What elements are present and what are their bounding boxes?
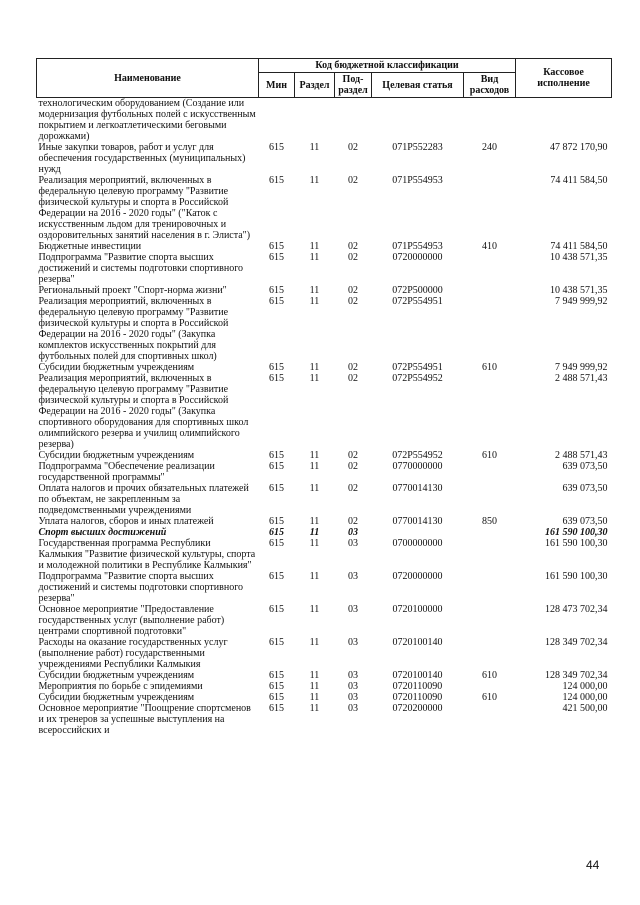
row-vid — [464, 538, 516, 571]
row-name: Спорт высших достижений — [38, 527, 167, 538]
row-cs: 071P554953 — [392, 175, 443, 186]
row-podrazdel: 03 — [348, 604, 358, 615]
row-cs — [372, 527, 464, 538]
row-razdel: 11 — [309, 527, 320, 538]
row-sum: 421 500,00 — [562, 703, 608, 714]
table-row — [37, 461, 612, 483]
row-podrazdel: 02 — [348, 175, 358, 186]
row-razdel: 11 — [309, 516, 320, 527]
row-sum: 2 488 571,43 — [555, 450, 608, 461]
row-razdel: 11 — [309, 142, 320, 153]
row-sum: 10 438 571,35 — [550, 252, 608, 263]
row-min: 615 — [269, 527, 284, 538]
row-sum: 639 073,50 — [562, 516, 608, 527]
table-row — [37, 637, 612, 670]
table-row — [37, 571, 612, 604]
row-name: Субсидии бюджетным учреждениям — [38, 450, 195, 461]
row-sum: 161 590 100,30 — [545, 527, 608, 538]
table-row — [37, 98, 612, 143]
row-vid — [464, 461, 516, 483]
row-name: Основное мероприятие "Поощрение спортсменов и их тренеров за успешные выступления на всероссийских и — [38, 703, 251, 736]
table-header — [37, 59, 612, 98]
row-razdel: 11 — [309, 692, 320, 703]
row-razdel: 11 — [309, 241, 320, 252]
row-cs: 071P552283 — [392, 142, 443, 153]
row-cs: 0770000000 — [392, 461, 443, 472]
row-podrazdel — [335, 98, 372, 143]
header-vid: Вид расходов — [464, 73, 516, 98]
row-min: 615 — [269, 604, 284, 615]
row-cs: 072P554951 — [392, 296, 443, 307]
table-row — [37, 175, 612, 241]
row-sum: 7 949 999,92 — [555, 296, 608, 307]
row-podrazdel: 02 — [348, 241, 358, 252]
row-name: Реализация мероприятий, включенных в федеральную целевую программу "Развитие физической культуры и спорта в Российской Федерации на 2016 - 2020 годы" (Закупка спортивного оборудования для спортивных школ олимпийского резерва и училищ олимпийского резерва) — [38, 373, 249, 450]
row-vid — [464, 637, 516, 670]
row-podrazdel: 02 — [348, 461, 358, 472]
row-cs: 071P554953 — [392, 241, 443, 252]
row-name: Субсидии бюджетным учреждениям — [38, 670, 195, 681]
table-row — [37, 483, 612, 516]
row-sum: 128 349 702,34 — [545, 637, 608, 648]
row-name: Подпрограмма "Развитие спорта высших достижений и системы подготовки спортивного резерва" — [38, 252, 244, 285]
table-row — [37, 538, 612, 571]
row-sum: 639 073,50 — [562, 483, 608, 494]
row-cs: 0720200000 — [392, 703, 443, 714]
row-min: 615 — [269, 692, 284, 703]
row-min: 615 — [269, 142, 284, 153]
row-cs: 0720100140 — [392, 637, 443, 648]
row-min: 615 — [269, 538, 284, 549]
row-sum: 7 949 999,92 — [555, 362, 608, 373]
row-name: Государственная программа Республики Калмыкия "Развитие физической культуры, спорта и молодежной политики в Республике Калмыкия" — [38, 538, 256, 571]
row-podrazdel: 02 — [348, 516, 358, 527]
row-sum — [516, 98, 612, 143]
budget-table — [36, 58, 612, 736]
row-vid — [464, 296, 516, 362]
row-cs: 0720110090 — [392, 692, 443, 703]
row-sum: 2 488 571,43 — [555, 373, 608, 384]
row-podrazdel: 03 — [348, 670, 358, 681]
row-podrazdel: 02 — [348, 362, 358, 373]
row-min: 615 — [269, 285, 284, 296]
row-sum: 124 000,00 — [562, 692, 608, 703]
row-razdel: 11 — [309, 362, 320, 373]
row-min: 615 — [269, 461, 284, 472]
row-cs: 0720000000 — [392, 252, 443, 263]
table-body — [37, 98, 612, 737]
row-cs: 072P554952 — [392, 373, 443, 384]
table-row — [37, 373, 612, 450]
row-sum: 161 590 100,30 — [545, 538, 608, 549]
row-min: 615 — [269, 483, 284, 494]
row-cs: 072P554951 — [392, 362, 443, 373]
row-podrazdel: 03 — [348, 681, 358, 692]
row-min: 615 — [269, 670, 284, 681]
row-min: 615 — [269, 516, 284, 527]
row-min: 615 — [269, 637, 284, 648]
row-sum: 639 073,50 — [562, 461, 608, 472]
row-podrazdel: 02 — [348, 285, 358, 296]
row-cs: 072P554952 — [392, 450, 443, 461]
row-razdel: 11 — [309, 296, 320, 307]
header-name: Наименование — [37, 59, 259, 98]
header-razdel: Раздел — [295, 73, 335, 98]
row-razdel: 11 — [309, 681, 320, 692]
row-vid — [464, 604, 516, 637]
table-row — [37, 681, 612, 692]
row-min: 615 — [269, 681, 284, 692]
row-name: Расходы на оказание государственных услуг (выполнение работ) государственными учреждениями Республики Калмыкия — [38, 637, 228, 670]
table-row — [37, 692, 612, 703]
row-podrazdel: 02 — [348, 483, 358, 494]
header-podrazdel: Под-раздел — [335, 73, 372, 98]
row-vid — [464, 527, 516, 538]
row-razdel: 11 — [309, 252, 320, 263]
row-cs: 0770014130 — [392, 516, 443, 527]
row-min: 615 — [269, 450, 284, 461]
row-cs: 0770014130 — [392, 483, 443, 494]
row-vid: 610 — [482, 670, 498, 681]
table-row — [37, 516, 612, 527]
row-name: Бюджетные инвестиции — [38, 241, 142, 252]
table-row — [37, 285, 612, 296]
row-min: 615 — [269, 571, 284, 582]
row-sum: 124 000,00 — [562, 681, 608, 692]
table-row — [37, 362, 612, 373]
row-cs: 0700000000 — [392, 538, 443, 549]
row-vid — [464, 373, 516, 450]
row-razdel: 11 — [309, 571, 320, 582]
table-row — [37, 670, 612, 681]
row-min: 615 — [269, 703, 284, 714]
row-sum: 74 411 584,50 — [550, 241, 608, 252]
header-cs: Целевая статья — [372, 73, 464, 98]
row-min: 615 — [269, 175, 284, 186]
row-podrazdel: 03 — [348, 538, 358, 549]
row-vid: 240 — [482, 142, 498, 153]
row-min — [259, 98, 295, 143]
row-vid: 410 — [482, 241, 498, 252]
row-podrazdel: 03 — [348, 703, 358, 714]
table-row — [37, 252, 612, 285]
row-cs: 0720100000 — [392, 604, 443, 615]
row-name: Реализация мероприятий, включенных в федеральную целевую программу "Развитие физической культуры и спорта в Российской Федерации на 2016 - 2020 годы" ("Каток с искусственным льдом для тренировочных и оздоровительных занятий населения в г. Элиста") — [38, 175, 251, 241]
row-razdel — [295, 98, 335, 143]
row-podrazdel: 03 — [348, 527, 358, 538]
header-classification-group: Код бюджетной классификации — [259, 59, 516, 73]
row-razdel: 11 — [309, 175, 320, 186]
row-vid: 610 — [482, 362, 498, 373]
row-sum: 128 473 702,34 — [545, 604, 608, 615]
row-min: 615 — [269, 241, 284, 252]
table-row — [37, 450, 612, 461]
table-row — [37, 703, 612, 736]
table-row — [37, 142, 612, 175]
row-razdel: 11 — [309, 670, 320, 681]
row-name: технологическим оборудованием (Создание или модернизация футбольных полей с искусственным покрытием и легкоатлетическими беговыми дорожками) — [38, 98, 256, 142]
table-row — [37, 527, 612, 538]
row-sum: 128 349 702,34 — [545, 670, 608, 681]
row-podrazdel: 03 — [348, 637, 358, 648]
row-podrazdel: 02 — [348, 142, 358, 153]
row-min: 615 — [269, 252, 284, 263]
table-row — [37, 604, 612, 637]
row-razdel: 11 — [309, 538, 320, 549]
row-podrazdel: 03 — [348, 692, 358, 703]
row-razdel: 11 — [309, 637, 320, 648]
table-row — [37, 296, 612, 362]
row-razdel: 11 — [309, 604, 320, 615]
row-podrazdel: 03 — [348, 571, 358, 582]
row-podrazdel: 02 — [348, 252, 358, 263]
row-name: Субсидии бюджетным учреждениям — [38, 692, 195, 703]
row-vid — [464, 571, 516, 604]
row-name: Региональный проект "Спорт-норма жизни" — [38, 285, 227, 296]
row-vid: 850 — [482, 516, 498, 527]
row-name: Субсидии бюджетным учреждениям — [38, 362, 195, 373]
row-name: Оплата налогов и прочих обязательных платежей по объектам, не закрепленным за подведомственными учреждениями — [38, 483, 249, 516]
row-vid — [464, 285, 516, 296]
header-min: Мин — [259, 73, 295, 98]
budget-sheet — [36, 58, 611, 736]
row-razdel: 11 — [309, 450, 320, 461]
row-name: Реализация мероприятий, включенных в федеральную целевую программу "Развитие физической культуры и спорта в Российской Федерации на 2016 - 2020 годы" (Закупка комплектов искусственных покрытий для футбольных полей для спортивных школ) — [38, 296, 229, 362]
row-sum: 161 590 100,30 — [545, 571, 608, 582]
row-podrazdel: 02 — [348, 296, 358, 307]
row-razdel: 11 — [309, 483, 320, 494]
row-razdel: 11 — [309, 373, 320, 384]
header-sum: Кассовое исполнение — [516, 59, 612, 98]
row-vid — [464, 175, 516, 241]
row-cs: 0720100140 — [392, 670, 443, 681]
row-vid — [464, 681, 516, 692]
row-name: Мероприятия по борьбе с эпидемиями — [38, 681, 203, 692]
row-name: Иные закупки товаров, работ и услуг для обеспечения государственных (муниципальных) нужд — [38, 142, 246, 175]
row-podrazdel: 02 — [348, 373, 358, 384]
row-vid: 610 — [482, 450, 498, 461]
row-name: Подпрограмма "Развитие спорта высших достижений и системы подготовки спортивного резерва" — [38, 571, 244, 604]
page-number: 44 — [586, 858, 600, 872]
row-vid — [464, 98, 516, 143]
row-cs: 0720110090 — [392, 681, 443, 692]
row-sum: 10 438 571,35 — [550, 285, 608, 296]
row-vid: 610 — [482, 692, 498, 703]
row-razdel: 11 — [309, 461, 320, 472]
row-name: Подпрограмма "Обеспечение реализации государственной программы" — [38, 461, 215, 483]
row-podrazdel: 02 — [348, 450, 358, 461]
row-sum: 47 872 170,90 — [550, 142, 608, 153]
row-vid — [464, 252, 516, 285]
row-min: 615 — [269, 296, 284, 307]
table-row — [37, 241, 612, 252]
row-sum: 74 411 584,50 — [550, 175, 608, 186]
row-vid — [464, 703, 516, 736]
row-razdel: 11 — [309, 703, 320, 714]
row-name: Основное мероприятие "Предоставление государственных услуг (выполнение работ) центрами спортивной подготовки" — [38, 604, 225, 637]
row-min: 615 — [269, 373, 284, 384]
row-cs: 0720000000 — [392, 571, 443, 582]
row-razdel: 11 — [309, 285, 320, 296]
row-vid — [464, 483, 516, 516]
row-name: Уплата налогов, сборов и иных платежей — [38, 516, 214, 527]
row-cs — [372, 98, 464, 143]
row-cs: 072P500000 — [392, 285, 443, 296]
row-min: 615 — [269, 362, 284, 373]
